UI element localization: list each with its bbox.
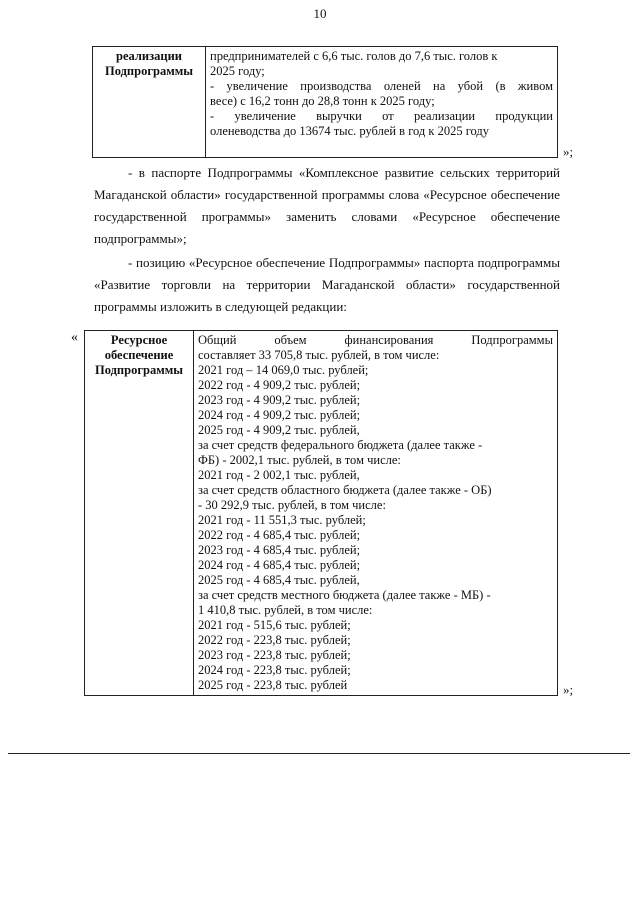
table-row bbox=[85, 331, 558, 696]
row-label-line: Подпрограммы bbox=[94, 363, 183, 377]
content-line: - увеличение производства оленей на убой (в живом bbox=[210, 79, 553, 93]
content-line: 2022 год - 4 685,4 тыс. рублей; bbox=[198, 528, 361, 542]
content-line: 1 410,8 тыс. рублей, в том числе: bbox=[198, 603, 373, 617]
row-content-cell bbox=[194, 331, 558, 696]
bottom-divider bbox=[8, 753, 630, 754]
closing-quote: »; bbox=[563, 682, 574, 697]
content-line: 2025 год - 223,8 тыс. рублей bbox=[198, 678, 348, 692]
content-line: за счет средств областного бюджета (далее также - ОБ) bbox=[198, 483, 492, 497]
content-line: 2022 год - 4 909,2 тыс. рублей; bbox=[198, 378, 361, 392]
row-label-line: Ресурсное bbox=[110, 333, 168, 347]
content-line: 2025 году; bbox=[210, 64, 265, 78]
opening-quote: « bbox=[71, 330, 78, 345]
content-line: Общий объем финансирования Подпрограммы bbox=[198, 333, 553, 347]
content-line: 2025 год - 4 685,4 тыс. рублей, bbox=[198, 573, 360, 587]
resource-provision-table bbox=[84, 330, 558, 696]
content-line: 2024 год - 223,8 тыс. рублей; bbox=[198, 663, 351, 677]
row-label-cell bbox=[93, 47, 206, 158]
content-line: 2023 год - 4 685,4 тыс. рублей; bbox=[198, 543, 361, 557]
row-label-line: реализации bbox=[116, 49, 182, 63]
content-line: 2024 год - 4 685,4 тыс. рублей; bbox=[198, 558, 361, 572]
content-line: за счет средств местного бюджета (далее также - МБ) - bbox=[198, 588, 491, 602]
content-line: 2021 год - 11 551,3 тыс. рублей; bbox=[198, 513, 366, 527]
content-line: предпринимателей с 6,6 тыс. голов до 7,6 тыс. голов к bbox=[210, 49, 498, 63]
table-row bbox=[93, 47, 558, 158]
content-line: 2021 год - 515,6 тыс. рублей; bbox=[198, 618, 351, 632]
content-line: - увеличение выручки от реализации продукции bbox=[210, 109, 553, 123]
content-line: за счет средств федерального бюджета (далее также - bbox=[198, 438, 483, 452]
row-label-cell bbox=[85, 331, 194, 696]
row-content-cell bbox=[206, 47, 558, 158]
closing-quote: »; bbox=[563, 144, 574, 159]
content-line: составляет 33 705,8 тыс. рублей, в том числе: bbox=[198, 348, 440, 362]
content-line: оленеводства до 13674 тыс. рублей в год к 2025 году bbox=[210, 124, 490, 138]
row-label-line: Подпрограммы bbox=[104, 64, 193, 78]
page-number: 10 bbox=[313, 6, 327, 21]
passport-table-top bbox=[92, 46, 558, 158]
amendment-paragraph-1: - в паспорте Подпрограммы «Комплексное развитие сельских территорий Магаданской области» государственной программы слова «Ресурсное обеспечение государственной программы» заменить словами «Ресурсное обеспечение подпрограммы»; bbox=[94, 165, 560, 246]
content-line: 2024 год - 4 909,2 тыс. рублей; bbox=[198, 408, 361, 422]
row-label-line: обеспечение bbox=[104, 348, 174, 362]
content-line: 2021 год - 2 002,1 тыс. рублей, bbox=[198, 468, 360, 482]
content-line: 2022 год - 223,8 тыс. рублей; bbox=[198, 633, 351, 647]
content-line: ФБ) - 2002,1 тыс. рублей, в том числе: bbox=[198, 453, 401, 467]
content-line: - 30 292,9 тыс. рублей, в том числе: bbox=[198, 498, 386, 512]
content-line: 2025 год - 4 909,2 тыс. рублей, bbox=[198, 423, 360, 437]
content-line: 2023 год - 223,8 тыс. рублей; bbox=[198, 648, 351, 662]
content-line: весе) с 16,2 тонн до 28,8 тонн к 2025 году; bbox=[210, 94, 435, 108]
amendment-paragraph-2: - позицию «Ресурсное обеспечение Подпрограммы» паспорта подпрограммы «Развитие торговли на территории Магаданской области» государственной программы изложить в следующей редакции: bbox=[94, 255, 560, 314]
content-line: 2021 год – 14 069,0 тыс. рублей; bbox=[198, 363, 369, 377]
content-line: 2023 год - 4 909,2 тыс. рублей; bbox=[198, 393, 361, 407]
